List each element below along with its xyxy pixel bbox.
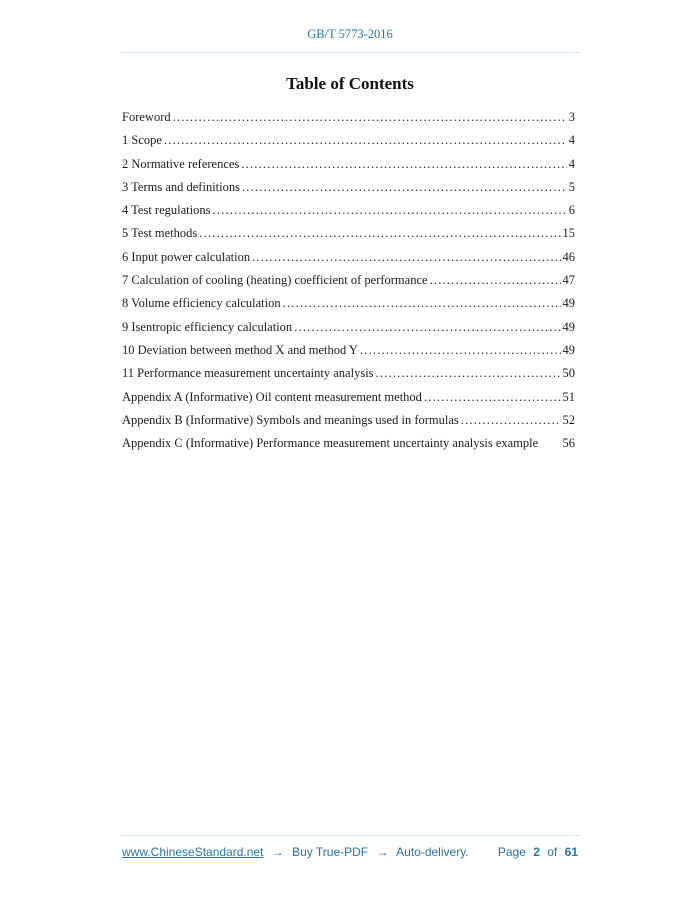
toc-entry-page: 49 xyxy=(562,296,575,311)
toc-entry-label: 5 Test methods xyxy=(122,226,198,241)
table-of-contents xyxy=(122,106,575,455)
footer xyxy=(122,845,578,859)
footer-tagline-buy: Buy True-PDF xyxy=(292,845,369,859)
toc-entry-page: 52 xyxy=(562,412,575,427)
toc-entry-page: 4 xyxy=(568,156,575,171)
toc-entry-label: Foreword xyxy=(122,110,171,124)
toc-dot-leader xyxy=(376,362,561,385)
toc-entry xyxy=(122,199,575,222)
toc-dot-leader xyxy=(430,269,561,292)
toc-dot-leader xyxy=(424,386,561,409)
toc-entry-label: 1 Scope xyxy=(122,133,162,148)
toc-entry-label: Appendix C (Informative) Performance measurement uncertainty analysis example xyxy=(122,436,539,451)
toc-entry-label: 3 Terms and definitions xyxy=(122,179,240,194)
toc-entry xyxy=(122,129,575,152)
toc-entry-page: 49 xyxy=(562,319,575,334)
toc-entry-page: 50 xyxy=(562,366,575,381)
footer-promo xyxy=(122,845,469,859)
toc-entry xyxy=(122,222,575,245)
toc-entry xyxy=(122,409,575,432)
toc-entry xyxy=(122,269,575,292)
toc-entry-page: 5 xyxy=(568,179,575,194)
toc-entry xyxy=(122,386,575,409)
toc-entry-label: Appendix A (Informative) Oil content measurement method xyxy=(122,389,422,404)
toc-entry xyxy=(122,432,575,455)
standard-code: GB/T 5773-2016 xyxy=(307,27,393,41)
toc-entry-page: 3 xyxy=(568,110,575,124)
toc-entry-page: 4 xyxy=(568,133,575,148)
toc-dot-leader xyxy=(242,176,567,199)
toc-dot-leader xyxy=(212,199,566,222)
website-link[interactable]: www.ChineseStandard.net xyxy=(122,845,264,859)
toc-entry xyxy=(122,316,575,339)
toc-dot-leader xyxy=(164,129,567,152)
toc-entry-page: 51 xyxy=(562,389,575,404)
page-total: 61 xyxy=(564,845,578,859)
toc-entry-label: 10 Deviation between method X and method Y xyxy=(122,342,358,357)
toc-entry xyxy=(122,292,575,315)
toc-entry-page: 15 xyxy=(562,226,575,241)
toc-entry-label: 8 Volume efficiency calculation xyxy=(122,296,281,311)
toc-entry xyxy=(122,153,575,176)
toc-entry-label: 2 Normative references xyxy=(122,156,240,171)
toc-entry-label: 11 Performance measurement uncertainty analysis xyxy=(122,366,374,381)
toc-entry-page: 6 xyxy=(568,203,575,218)
toc-entry xyxy=(122,246,575,269)
arrow-icon: → xyxy=(376,845,389,859)
page-of-label: of xyxy=(547,845,558,859)
footer-divider xyxy=(120,835,580,836)
toc-dot-leader xyxy=(241,153,566,176)
footer-tagline-delivery: Auto-delivery. xyxy=(396,845,469,859)
toc-dot-leader xyxy=(294,316,560,339)
toc-dot-leader xyxy=(173,106,567,129)
toc-entry xyxy=(122,106,575,129)
toc-entry xyxy=(122,362,575,385)
toc-entry-page: 49 xyxy=(562,342,575,357)
toc-entry-label: 4 Test regulations xyxy=(122,203,211,218)
toc-entry-label: 7 Calculation of cooling (heating) coefficient of performance xyxy=(122,273,428,288)
toc-dot-leader xyxy=(252,246,560,269)
toc-entry-page: 46 xyxy=(562,249,575,264)
toc-dot-leader xyxy=(283,292,561,315)
page-title: Table of Contents xyxy=(286,74,414,93)
arrow-icon: → xyxy=(271,845,284,859)
toc-entry-page: 47 xyxy=(562,273,575,288)
page-current: 2 xyxy=(533,845,540,859)
toc-entry xyxy=(122,339,575,362)
page-label: Page xyxy=(497,845,526,859)
toc-dot-leader xyxy=(461,409,561,432)
toc-entry-label: 9 Isentropic efficiency calculation xyxy=(122,319,293,334)
toc-entry-label: 6 Input power calculation xyxy=(122,249,251,264)
toc-dot-leader xyxy=(199,222,560,245)
toc-dot-leader xyxy=(360,339,561,362)
toc-entry-page: 56 xyxy=(562,436,575,451)
header-divider xyxy=(120,52,580,53)
toc-entry xyxy=(122,176,575,199)
page-indicator xyxy=(498,845,578,859)
toc-entry-label: Appendix B (Informative) Symbols and meanings used in formulas xyxy=(122,412,459,427)
